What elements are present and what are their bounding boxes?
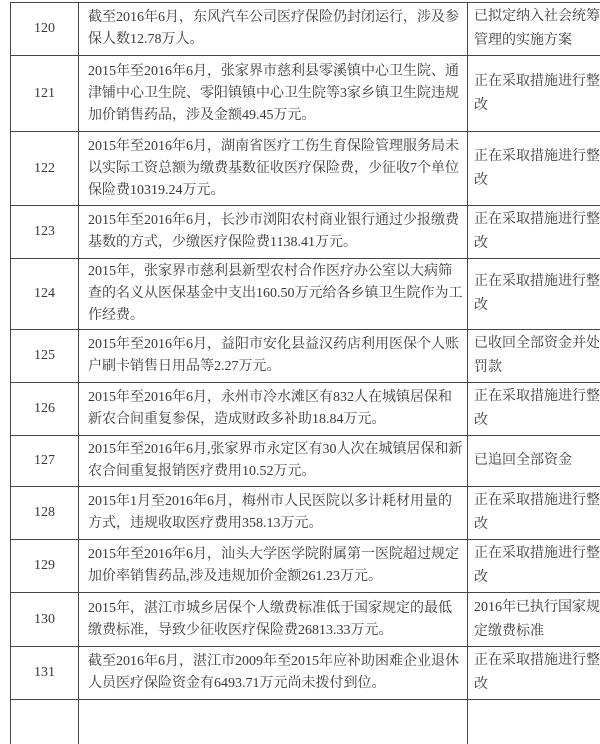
- table-row: [11, 647, 600, 700]
- row-number: [11, 700, 79, 744]
- table-row: [11, 3, 600, 56]
- status-cell: 2016年已执行国家规定缴费标准: [468, 593, 600, 647]
- cropped-next-row: [11, 700, 600, 744]
- row-number: 122: [11, 132, 79, 206]
- table-row: [11, 436, 600, 487]
- status-cell: 已收回全部资金并处罚款: [468, 330, 600, 383]
- row-number: 121: [11, 56, 79, 132]
- status-cell: 正在采取措施进行整改: [468, 259, 600, 330]
- row-number: 124: [11, 259, 79, 330]
- status-cell: 正在采取措施进行整改: [468, 206, 600, 259]
- table-row: [11, 206, 600, 259]
- table-row: [11, 487, 600, 540]
- row-number: 126: [11, 383, 79, 436]
- table-row: [11, 56, 600, 132]
- issue-cell: 截至2016年6月，东风汽车公司医疗保险仍封闭运行，涉及参保人数12.78万人。: [79, 3, 468, 56]
- row-number: 127: [11, 436, 79, 487]
- issue-cell: [79, 700, 468, 744]
- issue-cell: 2015年至2016年6月，长沙市浏阳农村商业银行通过少报缴费基数的方式，少缴医疗保险费1138.41万元。: [79, 206, 468, 259]
- issue-cell: 2015年至2016年6月，汕头大学医学院附属第一医院超过规定加价率销售药品,涉及违规加价金额261.23万元。: [79, 540, 468, 593]
- status-cell: 正在采取措施进行整改: [468, 647, 600, 700]
- table-row: [11, 540, 600, 593]
- row-number: 120: [11, 3, 79, 56]
- status-cell: 已追回全部资金: [468, 436, 600, 487]
- row-number: 123: [11, 206, 79, 259]
- issue-cell: 2015年，湛江市城乡居保个人缴费标准低于国家规定的最低缴费标准，导致少征收医疗保险费26813.33万元。: [79, 593, 468, 647]
- table-row: [11, 330, 600, 383]
- issue-cell: 2015年至2016年6月，湖南省医疗工伤生育保险管理服务局未以实际工资总额为缴费基数征收医疗保险费，少征收7个单位保险费10319.24万元。: [79, 132, 468, 206]
- status-cell: 正在采取措施进行整改: [468, 540, 600, 593]
- issue-cell: 2015年至2016年6月，张家界市慈利县零溪镇中心卫生院、通津铺中心卫生院、零阳镇镇中心卫生院等3家乡镇卫生院违规加价销售药品，涉及金额49.45万元。: [79, 56, 468, 132]
- status-cell: 正在采取措施进行整改: [468, 487, 600, 540]
- issue-cell: 2015年至2016年6月,张家界市永定区有30人次在城镇居保和新农合间重复报销医疗费用10.52万元。: [79, 436, 468, 487]
- status-cell: 正在采取措施进行整改: [468, 132, 600, 206]
- issue-cell: 截至2016年6月，湛江市2009年至2015年应补助困难企业退休人员医疗保险资金有6493.71万元尚未拨付到位。: [79, 647, 468, 700]
- issue-cell: 2015年，张家界市慈利县新型农村合作医疗办公室以大病筛查的名义从医保基金中支出160.50万元给各乡镇卫生院作为工作经费。: [79, 259, 468, 330]
- table-row: [11, 383, 600, 436]
- audit-findings-table: [10, 2, 600, 744]
- row-number: 131: [11, 647, 79, 700]
- status-cell: 已拟定纳入社会统筹管理的实施方案: [468, 3, 600, 56]
- row-number: 130: [11, 593, 79, 647]
- table-row: [11, 132, 600, 206]
- row-number: 129: [11, 540, 79, 593]
- row-number: 125: [11, 330, 79, 383]
- issue-cell: 2015年至2016年6月，永州市冷水滩区有832人在城镇居保和新农合间重复参保，造成财政多补助18.84万元。: [79, 383, 468, 436]
- status-cell: 正在采取措施进行整改: [468, 383, 600, 436]
- issue-cell: 2015年至2016年6月，益阳市安化县益汉药店利用医保个人账户刷卡销售日用品等2.27万元。: [79, 330, 468, 383]
- table-row: [11, 593, 600, 647]
- table-row: [11, 259, 600, 330]
- status-cell: [468, 700, 600, 744]
- row-number: 128: [11, 487, 79, 540]
- status-cell: 正在采取措施进行整改: [468, 56, 600, 132]
- issue-cell: 2015年1月至2016年6月，梅州市人民医院以多计耗材用量的方式，违规收取医疗费用358.13万元。: [79, 487, 468, 540]
